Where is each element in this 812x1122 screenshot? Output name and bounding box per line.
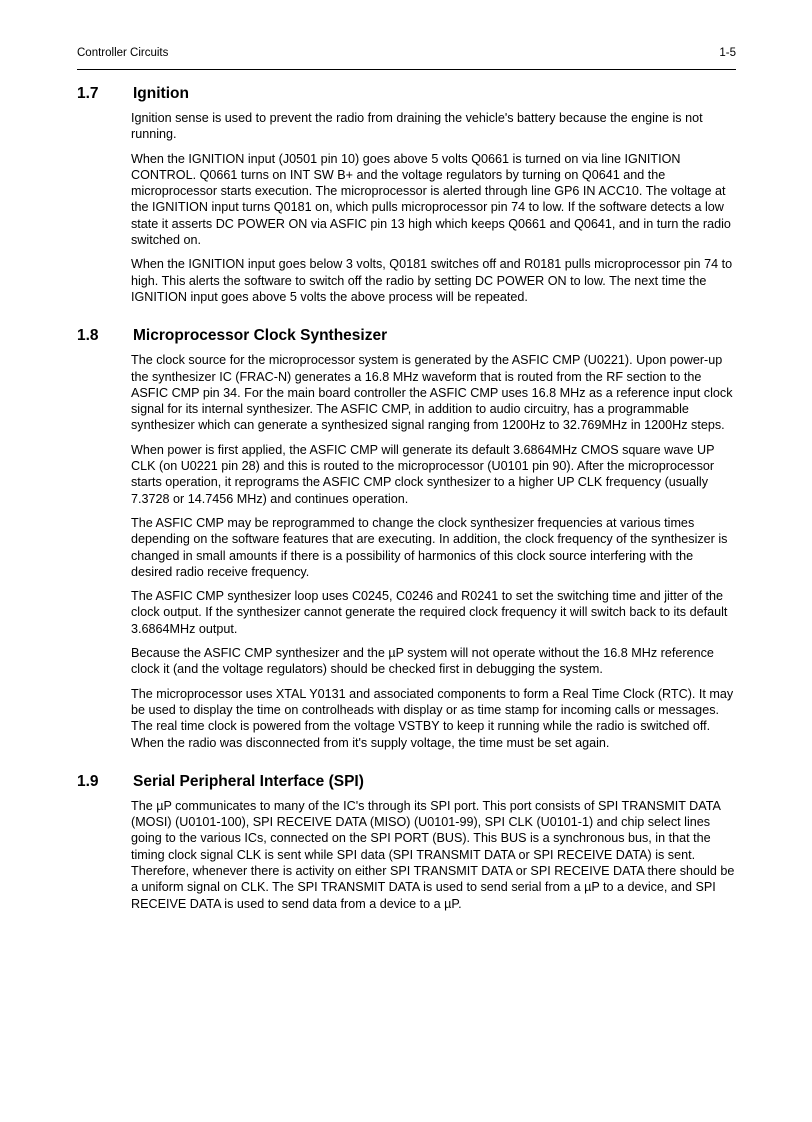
section-number: 1.8 [77, 327, 99, 345]
page-number: 1-5 [719, 47, 736, 59]
section-ignition [77, 84, 736, 305]
section-heading [77, 772, 736, 792]
paragraph: The µP communicates to many of the IC's through its SPI port. This port consists of SPI TRANSMIT DATA (MOSI) (U0101-100), SPI RECEIVE DATA (MISO) (U0101-99), SPI CLK (U0101-1) and chip select lines going to the various ICs, connected on the SPI PORT (BUS). This BUS is a synchronous bus, in that the timing clock signal CLK is sent while SPI data (SPI TRANSMIT DATA or SPI RECEIVE DATA) is sent. Therefore, whenever there is activity on either SPI TRANSMIT DATA or SPI RECEIVE DATA there should be a uniform signal on CLK. The SPI TRANSMIT DATA is used to send serial from a µP to a device, and SPI RECEIVE DATA is used to send data from a device to a µP. [131, 798, 735, 911]
paragraph: The ASFIC CMP synthesizer loop uses C0245, C0246 and R0241 to set the switching time and jitter of the clock output. If the synthesizer cannot generate the required clock frequency it will switch back to its default 3.6864MHz output. [131, 589, 728, 636]
section-heading [77, 84, 736, 104]
section-body [131, 798, 736, 912]
section-clock-synthesizer [77, 326, 736, 751]
chapter-title: Controller Circuits [77, 47, 169, 59]
paragraph: Ignition sense is used to prevent the radio from draining the vehicle's battery because the engine is not running. [131, 111, 703, 142]
section-title: Microprocessor Clock Synthesizer [133, 327, 388, 345]
paragraph: When the IGNITION input (J0501 pin 10) goes above 5 volts Q0661 is turned on via line IGNITION CONTROL. Q0661 turns on INT SW B+ and the voltage regulators by turning on Q0641 and the microprocessor starts execution. The microprocessor is alerted through line GP6 IN ACC10. The voltage at the IGNITION input turns Q0181 on, which pulls microprocessor pin 74 to low. If the software detects a low state it asserts DC POWER ON via ASFIC pin 13 high which keeps Q0661 and Q0641, and in turn the radio switched on. [131, 151, 731, 248]
document-body [77, 84, 736, 912]
section-body [131, 110, 736, 305]
paragraph: When power is first applied, the ASFIC CMP will generate its default 3.6864MHz CMOS square wave UP CLK (on U0221 pin 28) and this is routed to the microprocessor (U0101 pin 90). After the microprocessor starts operation, it reprograms the ASFIC CMP clock synthesizer to a higher UP CLK frequency (usually 7.3728 or 14.7456 MHz) and continues operation. [131, 442, 715, 506]
section-body [131, 352, 736, 751]
paragraph: The ASFIC CMP may be reprogrammed to change the clock synthesizer frequencies at various times depending on the software features that are executing. In addition, the clock frequency of the synthesizer is changed in small amounts if there is a possibility of harmonics of this clock source interfering with the desired radio receive frequency. [131, 515, 728, 579]
paragraph: When the IGNITION input goes below 3 volts, Q0181 switches off and R0181 pulls microprocessor pin 74 to high. This alerts the software to switch off the radio by setting DC POWER ON to low. The next time the IGNITION input goes above 5 volts the above process will be repeated. [131, 257, 733, 304]
paragraph: The microprocessor uses XTAL Y0131 and associated components to form a Real Time Clock (RTC). It may be used to display the time on controlheads with display or as time stamp for incoming calls or messages. The real time clock is powered from the voltage VSTBY to keep it running while the radio is switched off. When the radio was disconnected from it's supply voltage, the time must be set again. [131, 686, 734, 750]
section-title: Ignition [133, 85, 189, 102]
page-header [77, 47, 736, 70]
section-number: 1.7 [77, 85, 99, 102]
paragraph: Because the ASFIC CMP synthesizer and the µP system will not operate without the 16.8 MHz reference clock it (and the voltage regulators) should be checked first in debugging the system. [131, 646, 714, 677]
section-heading [77, 326, 736, 346]
section-number: 1.9 [77, 772, 99, 790]
section-title: Serial Peripheral Interface (SPI) [133, 772, 364, 790]
paragraph: The clock source for the microprocessor system is generated by the ASFIC CMP (U0221). Upon power-up the synthesizer IC (FRAC-N) generates a 16.8 MHz waveform that is routed from the RF section to the ASFIC CMP pin 34. For the main board controller the ASFIC CMP uses 16.8 MHz as a reference input clock signal for its internal synthesizer. The ASFIC CMP, in addition to audio circuitry, has a programmable synthesizer which can generate a synthesized signal ranging from 1200Hz to 32.769MHz in 1200Hz steps. [131, 353, 733, 433]
section-spi [77, 772, 736, 912]
